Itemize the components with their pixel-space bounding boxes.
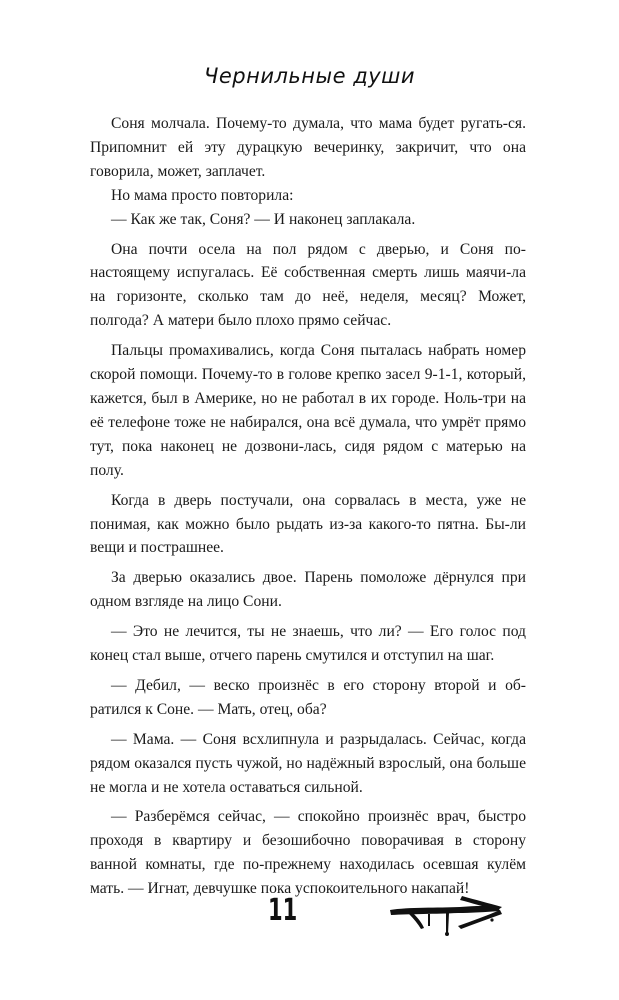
paragraph: — Мама. — Соня всхлипнула и разрыдалась. Сейчас, когда рядом оказался пусть чужой, но надёжный взрослый, она больше не могла и не хотела оставаться сильной. (90, 730, 526, 796)
body-text (90, 112, 526, 901)
paragraph: Но мама просто повторила: (111, 186, 294, 204)
paragraph: — Разберёмся сейчас, — спокойно произнёс врач, быстро проходя в квартиру и безошибочно поворачивая в сторону ванной комнаты, где по-прежнему находилась осевшая кулём мать. — Игнат, девчушке пока успокоительного накапай! (90, 808, 526, 898)
running-head: Чернильные души (203, 64, 416, 88)
paragraph: За дверью оказались двое. Парень помоложе дёрнулся при одном взгляде на лицо Сони. (90, 569, 526, 611)
paragraph: Когда в дверь постучали, она сорвалась в места, уже не понимая, как можно было рыдать из-за какого-то пятна. Бы-ли вещи и пострашнее. (90, 491, 526, 557)
paragraph: — Как же так, Соня? — И наконец заплакала. (111, 210, 416, 228)
paragraph: — Дебил, — веско произнёс в его сторону второй и об-ратился к Соне. — Мать, отец, оба? (90, 676, 526, 718)
page-number: 11 (268, 893, 298, 928)
paragraph: Пальцы промахивались, когда Соня пыталась набрать номер скорой помощи. Почему-то в голове крепко засел 9-1-1, который, кажется, был в Америке, но не работал в их городе. Ноль-три на её телефоне тоже не набирался, она всё думала, что умрёт прямо тут, пока наконец не дозвони-лась, сидя рядом с матерью на полу. (90, 342, 526, 479)
paragraph: Соня молчала. Почему-то думала, что мама будет ругать-ся. Припомнит ей эту дурацкую вечеринку, закричит, что она говорила, может, заплачет. (90, 115, 526, 180)
arrow-mark-icon (388, 890, 508, 936)
paragraph: Она почти осела на пол рядом с дверью, и Соня по-настоящему испугалась. Её собственная смерть лишь маячи-ла на горизонте, сколько там до неё, неделя, месяц? Может, полгода? А матери было плохо прямо сейчас. (90, 240, 526, 330)
paragraph: — Это не лечится, ты не знаешь, что ли? — Его голос под конец стал выше, отчего парень смутился и отступил на шаг. (90, 623, 526, 665)
